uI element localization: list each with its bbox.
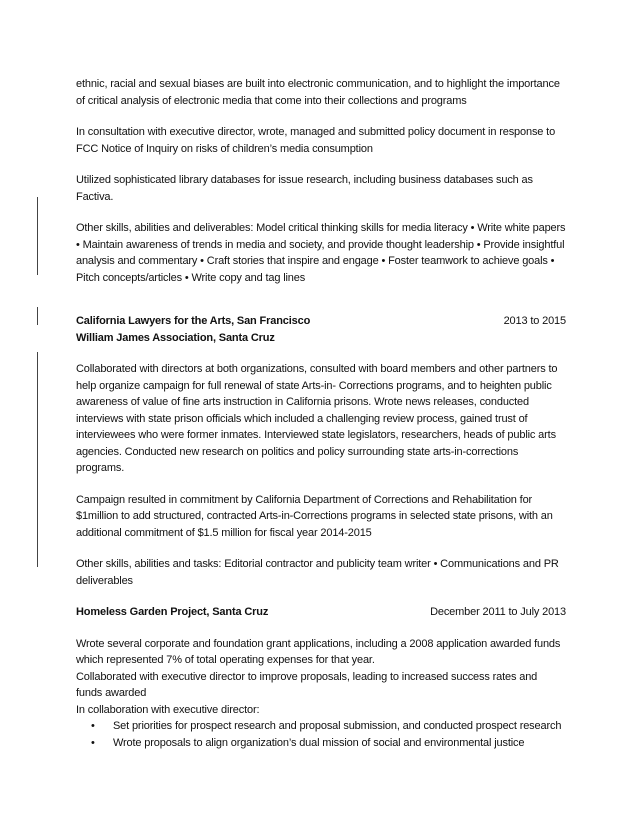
margin-rule: [37, 197, 38, 275]
block1-paragraph-3: Utilized sophisticated library databases for issue research, including business databases such as Factiva.: [76, 174, 533, 203]
job3-paragraph-1: Wrote several corporate and foundation grant applications, including a 2008 application awarded funds which represented 7% of total operating expenses for that year.: [76, 637, 561, 666]
job2-organization-1: California Lawyers for the Arts, San Francisco: [76, 315, 311, 327]
job2-paragraph-2: Campaign resulted in commitment by California Department of Corrections and Rehabilitation for $1million to add structured, contracted Arts-in-Corrections programs in selected state prisons, with an additional commitment of $1.5 million for fiscal year 2014-2015: [76, 493, 553, 539]
list-item: • Wrote proposals to align organization’s dual mission of social and environmental justice: [113, 735, 566, 752]
list-item: • Set priorities for prospect research and proposal submission, and conducted prospect research: [113, 718, 566, 735]
block1-skills-paragraph: Other skills, abilities and deliverables: Model critical thinking skills for media literacy • Write white papers • Maintain awareness of trends in media and society, and provide thought leadership • Provide insightful analysis and commentary • Craft stories that inspire and engage • Foster teamwork to achieve goals • Pitch concepts/articles • Write copy and tag lines: [76, 222, 566, 284]
job3-header: [76, 604, 566, 621]
job3-organization: Homeless Garden Project, Santa Cruz: [76, 606, 269, 618]
job2-header: [76, 313, 566, 330]
job3-paragraph-3: In collaboration with executive director:: [76, 703, 260, 716]
job3-dates: December 2011 to July 2013: [430, 606, 566, 618]
margin-rule: [37, 307, 38, 325]
job2-organization-2: William James Association, Santa Cruz: [76, 331, 275, 344]
job2-paragraph-1: Collaborated with directors at both organizations, consulted with board members and other partners to help organize campaign for full renewal of state Arts-in- Corrections programs, and to heighten public awareness of value of fine arts instruction in California prisons. Wrote news releases, conducted interviews with state prison officials which included a challenging review process, gained trust of interviewees who were former inmates. Interviewed state legislators, researchers, heads of public arts agencies. Conducted new research on politics and policy surrounding state arts-in-corrections programs.: [76, 363, 558, 474]
job2-skills-paragraph: Other skills, abilities and tasks: Editorial contractor and publicity team writer • Communications and PR deliverables: [76, 558, 559, 587]
job3-bullet-list: [76, 718, 566, 751]
block1-paragraph-2: In consultation with executive director, wrote, managed and submitted policy document in response to FCC Notice of Inquiry on risks of children’s media consumption: [76, 126, 556, 155]
job3-paragraph-2: Collaborated with executive director to improve proposals, leading to increased success rates and funds awarded: [76, 670, 538, 699]
job2-dates: 2013 to 2015: [503, 315, 566, 327]
resume-content: [76, 76, 566, 751]
margin-rule: [37, 352, 38, 567]
block1-paragraph-1: ethnic, racial and sexual biases are built into electronic communication, and to highlight the importance of critical analysis of electronic media that come into their collections and programs: [76, 78, 560, 107]
